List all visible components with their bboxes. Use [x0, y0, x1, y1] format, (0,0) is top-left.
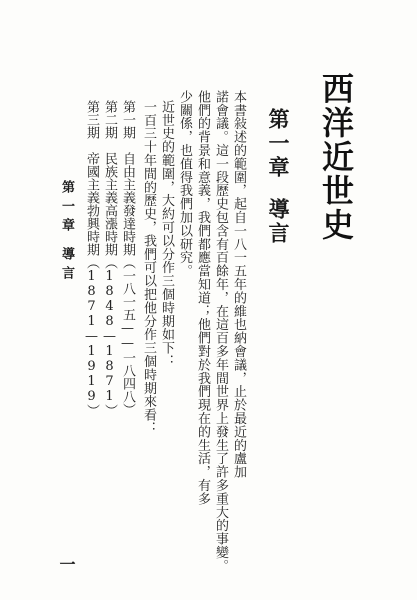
- chapter-title: 導言: [266, 198, 291, 246]
- footer-title-label: 導言: [59, 247, 74, 285]
- body-line: 近世史的範圍，大約可以分作三個時期如下：: [159, 100, 174, 368]
- footer-chapter-label: 第一章: [59, 180, 74, 237]
- body-line: 諾會議。這一段歷史包含有百餘年，在這百多年間世界上發生了許多重大的事變。: [213, 90, 228, 573]
- book-title: 西洋近世史: [317, 72, 355, 242]
- body-line: 少關係，也值得我們加以研究。: [177, 90, 192, 278]
- chapter-number: 第一章: [266, 108, 291, 180]
- running-footer: [60, 180, 73, 285]
- period-second: 第二期 民族主義高漲時期（1848—1871）: [102, 100, 117, 417]
- body-line: 一百三十年間的歷史，我們可以把他分作三個時期來看：: [141, 100, 156, 435]
- chapter-heading: [268, 108, 289, 246]
- body-line: 他們的背景和意義，我們都應當知道；他們對於我們現在的生活，有多: [195, 90, 210, 506]
- page-number: 一: [57, 556, 76, 572]
- period-first: 第一期 自由主義發達時期（一八一五——一八四八）: [120, 100, 135, 416]
- body-line: 本書敍述的範圍，起自一八一五年的維也納會議，止於最近的盧加: [231, 90, 246, 479]
- period-third: 第三期 帝國主義勃興時期（1871—1919）: [84, 100, 99, 417]
